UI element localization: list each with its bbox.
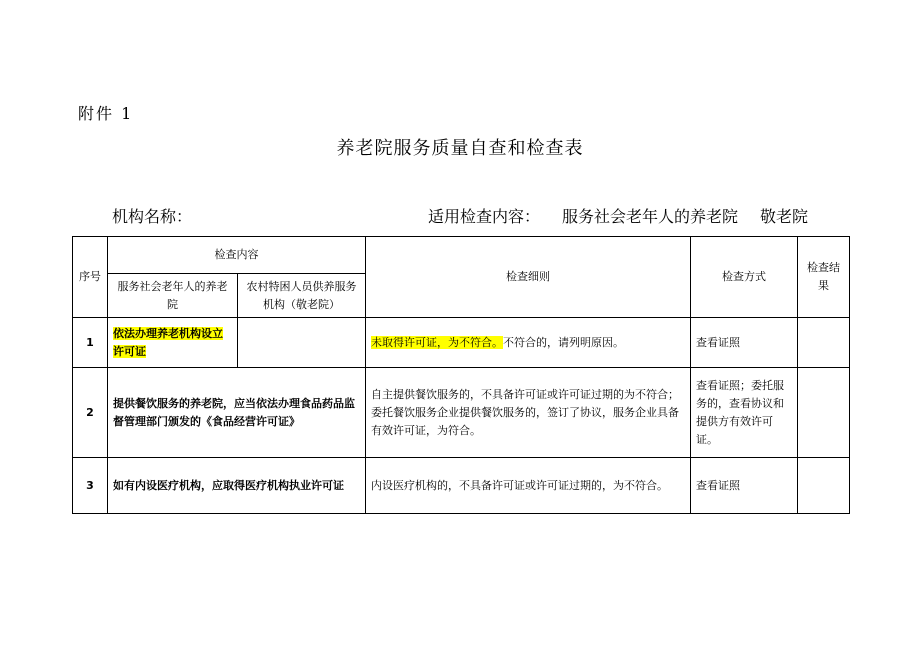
row-result xyxy=(798,368,850,458)
table-row xyxy=(73,458,850,514)
org-name-label: 机构名称： xyxy=(112,207,193,226)
row-detail: 内设医疗机构的，不具备许可证或许可证过期的，为不符合。 xyxy=(366,458,691,514)
scope-option-rural: 敬老院 xyxy=(760,207,809,226)
page-title: 养老院服务质量自查和检查表 xyxy=(336,138,584,159)
header-social: 服务社会老年人的养老院 xyxy=(108,274,238,318)
row-seq: 3 xyxy=(73,458,108,514)
row-item: 如有内设医疗机构，应取得医疗机构执业许可证 xyxy=(108,458,366,514)
row-item: 提供餐饮服务的养老院，应当依法办理食品药品监督管理部门颁发的《食品经营许可证》 xyxy=(108,368,366,458)
detail-rest: 不符合的，请列明原因。 xyxy=(503,335,624,349)
header-check-content: 检查内容 xyxy=(108,237,366,274)
header-rural: 农村特困人员供养服务机构（敬老院） xyxy=(238,274,366,318)
row-result xyxy=(798,318,850,368)
row-method: 查看证照；委托服务的，查看协议和提供方有效许可证。 xyxy=(691,368,798,458)
header-seq: 序号 xyxy=(73,237,108,318)
scope-line xyxy=(428,204,830,227)
inspection-table xyxy=(72,236,850,514)
row-seq: 2 xyxy=(73,368,108,458)
row-method: 查看证照 xyxy=(691,318,798,368)
row-detail xyxy=(366,318,691,368)
header-result: 检查结果 xyxy=(798,237,850,318)
row-item xyxy=(108,318,238,368)
highlighted-detail: 未取得许可证，为不符合。 xyxy=(371,335,503,349)
highlighted-item: 依法办理养老机构设立许可证 xyxy=(113,326,223,358)
scope-option-social: 服务社会老年人的养老院 xyxy=(562,207,739,226)
scope-label: 适用检查内容： xyxy=(428,207,541,226)
attachment-label: 附件 1 xyxy=(78,104,134,123)
row-result xyxy=(798,458,850,514)
table-row xyxy=(73,318,850,368)
header-detail: 检查细则 xyxy=(366,237,691,318)
table-row xyxy=(73,368,850,458)
row-method: 查看证照 xyxy=(691,458,798,514)
row-detail: 自主提供餐饮服务的，不具备许可证或许可证过期的为不符合；委托餐饮服务企业提供餐饮服务的，签订了协议，服务企业具备有效许可证，为符合。 xyxy=(366,368,691,458)
row-rural-cell xyxy=(238,318,366,368)
header-method: 检查方式 xyxy=(691,237,798,318)
row-seq: 1 xyxy=(73,318,108,368)
